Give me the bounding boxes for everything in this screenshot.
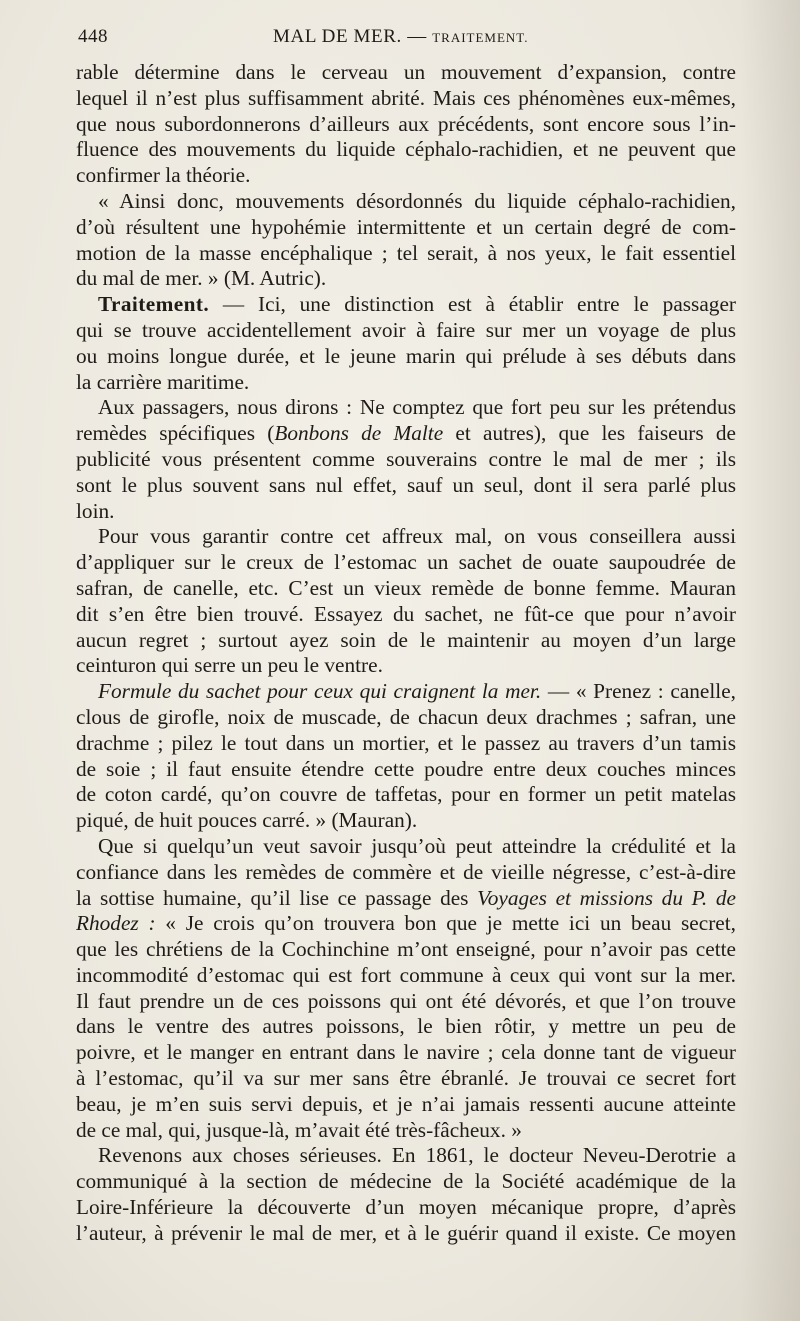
text-line: Formule du sachet pour ceux qui craignent la mer. — « Prenez : canelle, bbox=[98, 679, 736, 704]
text-line: remèdes spécifiques (Bonbons de Malte et autres), que les faiseurs de bbox=[76, 421, 736, 446]
text-line: l’auteur, à prévenir le mal de mer, et à le guérir quand il existe. Ce moyen bbox=[76, 1220, 736, 1245]
text-line: rable détermine dans le cerveau un mouvement d’expansion, contre bbox=[76, 60, 736, 84]
text-line: motion de la masse encéphalique ; tel serait, à nos yeux, le fait essentiel bbox=[76, 240, 736, 265]
text-line: Il faut prendre un de ces poissons qui ont été dévorés, et que l’on trouve bbox=[76, 988, 736, 1013]
text-line: sont le plus souvent sans nul effet, sauf un seul, dont il sera parlé plus bbox=[76, 472, 736, 497]
text-line: la carrière maritime. bbox=[76, 369, 250, 394]
page-number: 448 bbox=[78, 26, 108, 47]
text-line: confirmer la théorie. bbox=[76, 163, 251, 188]
text-line: safran, de canelle, etc. C’est un vieux remède de bonne femme. Mauran bbox=[76, 575, 736, 600]
running-header bbox=[78, 26, 738, 52]
text-line: dans le ventre des autres poissons, le bien rôtir, y mettre un peu de bbox=[76, 1014, 736, 1039]
body-text bbox=[76, 60, 736, 1247]
text-line: loin. bbox=[76, 498, 115, 523]
text-line: de ce mal, qui, jusque-là, m’avait été très-fâcheux. » bbox=[76, 1117, 522, 1142]
text-line: que les chrétiens de la Cochinchine m’ont enseigné, pour n’avoir pas cette bbox=[76, 937, 736, 962]
text-line: confiance dans les remèdes de commère et de vieille négresse, c’est-à-dire bbox=[76, 859, 736, 884]
text-line: la sottise humaine, qu’il lise ce passage des Voyages et missions du P. de bbox=[76, 885, 736, 910]
text-line: Revenons aux choses sérieuses. En 1861, le docteur Neveu-Derotrie a bbox=[98, 1143, 736, 1168]
text-line: que nous subordonnerons d’ailleurs aux précédents, sont encore sous l’in- bbox=[76, 111, 736, 136]
text-line: fluence des mouvements du liquide céphalo-rachidien, et ne peuvent que bbox=[76, 137, 736, 162]
text-line: Aux passagers, nous dirons : Ne comptez que fort peu sur les prétendus bbox=[98, 395, 736, 420]
text-line: à l’estomac, qu’il va sur mer sans être ébranlé. Je trouvai ce secret fort bbox=[76, 1066, 736, 1091]
text-line: dit s’en être bien trouvé. Essayez du sachet, ne fût-ce que pour n’avoir bbox=[76, 601, 736, 626]
text-line: poivre, et le manger en entrant dans le navire ; cela donne tant de vigueur bbox=[76, 1040, 736, 1065]
text-line: « Ainsi donc, mouvements désordonnés du liquide céphalo-rachidien, bbox=[98, 188, 736, 213]
text-line: du mal de mer. » (M. Autric). bbox=[76, 266, 327, 291]
section-heading: Traitement. bbox=[98, 292, 210, 317]
text-line: communiqué à la section de médecine de la Société académique de la bbox=[76, 1169, 736, 1194]
text-line: de coton cardé, qu’on couvre de taffetas, pour en former un petit matelas bbox=[76, 782, 736, 807]
formula-title: Formule du sachet pour ceux qui craignent la mer. bbox=[98, 679, 542, 704]
text-line: beau, je m’en suis servi depuis, et je n’ai jamais ressenti aucune atteinte bbox=[76, 1091, 736, 1116]
text-line: Que si quelqu’un veut savoir jusqu’où peut atteindre la crédulité et la bbox=[98, 833, 736, 858]
text-line: Loire-Inférieure la découverte d’un moyen mécanique propre, d’après bbox=[76, 1195, 736, 1220]
text-line: d’où résultent une hypohémie intermittente et un certain degré de com- bbox=[76, 214, 736, 239]
running-title: MAL DE MER. — TRAITEMENT. bbox=[273, 26, 529, 47]
text-line: aucun regret ; surtout ayez soin de le maintenir au moyen d’un large bbox=[76, 627, 736, 652]
text-line: qui se trouve accidentellement avoir à faire sur mer un voyage de plus bbox=[76, 317, 736, 342]
text-line: Pour vous garantir contre cet affreux mal, on vous conseillera aussi bbox=[98, 524, 736, 549]
text-line: clous de girofle, noix de muscade, de chacun deux drachmes ; safran, une bbox=[76, 704, 736, 729]
text-line: drachme ; pilez le tout dans un mortier, et le passez au travers d’un tamis bbox=[76, 730, 736, 755]
text-line: ou moins longue durée, et le jeune marin qui prélude à ses débuts dans bbox=[76, 343, 736, 368]
text-line: publicité vous présentent comme souverains contre le mal de mer ; ils bbox=[76, 446, 736, 471]
page-edge-shadow bbox=[740, 0, 800, 1321]
text-line: de soie ; il faut ensuite étendre cette poudre entre deux couches minces bbox=[76, 756, 736, 781]
text-line: incommodité d’estomac qui est fort commune à ceux qui vont sur la mer. bbox=[76, 962, 736, 987]
text-line: Rhodez : « Je crois qu’on trouvera bon que je mette ici un beau secret, bbox=[76, 911, 736, 936]
section-heading-line: Traitement. — Ici, une distinction est à établir entre le passager bbox=[98, 292, 736, 317]
text-line: ceinturon qui serre un peu le ventre. bbox=[76, 653, 383, 678]
text-line: piqué, de huit pouces carré. » (Mauran). bbox=[76, 808, 418, 833]
text-line: lequel il n’est plus suffisamment abrité. Mais ces phénomènes eux-mêmes, bbox=[76, 85, 736, 110]
text-line: d’appliquer sur le creux de l’estomac un sachet de ouate saupoudrée de bbox=[76, 550, 736, 575]
